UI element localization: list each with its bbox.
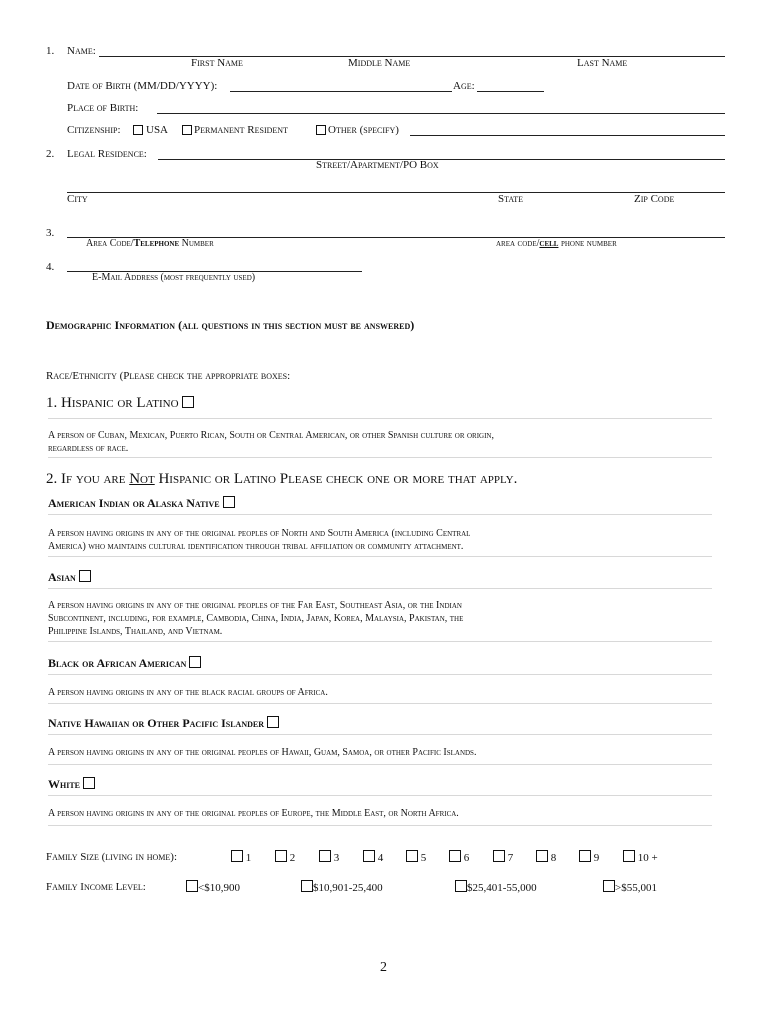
asian-description-3: Philippine Islands, Thailand, and Vietnam. xyxy=(48,626,223,637)
citizenship-permanent-label: Permanent Resident xyxy=(194,124,288,136)
first-name-caption: First Name xyxy=(191,57,243,69)
family-size-checkbox[interactable] xyxy=(536,850,548,862)
hispanic-description-line-2: regardless of race. xyxy=(48,443,129,454)
page-number: 2 xyxy=(380,960,387,975)
zip-caption: Zip Code xyxy=(634,193,675,205)
city-state-zip-input-line[interactable] xyxy=(67,192,725,193)
category-native-hawaiian-label: Native Hawaiian or Other Pacific Islander xyxy=(48,716,279,731)
asian-description-1: A person having origins in any of the original peoples of the Far East, Southeast Asia, or the Indian xyxy=(48,600,462,611)
family-size-option-6[interactable]: 6 xyxy=(449,850,469,864)
divider xyxy=(48,418,712,419)
income-option-2[interactable]: $10,901-25,400 xyxy=(301,880,383,894)
citizenship-label: Citizenship: xyxy=(67,124,121,136)
divider xyxy=(48,764,712,765)
age-input-line[interactable] xyxy=(477,91,544,92)
hispanic-title: 1. Hispanic or Latino xyxy=(46,395,194,412)
category-black-label: Black or African American xyxy=(48,656,201,671)
family-size-option-7[interactable]: 7 xyxy=(493,850,513,864)
native-hawaiian-description-1: A person having origins in any of the original peoples of Hawaii, Guam, Samoa, or other Pacific Islands. xyxy=(48,747,477,758)
family-size-option-4[interactable]: 4 xyxy=(363,850,383,864)
family-size-checkbox[interactable] xyxy=(493,850,505,862)
divider xyxy=(48,734,712,735)
divider xyxy=(48,556,712,557)
place-of-birth-label: Place of Birth: xyxy=(67,102,139,114)
family-income-label: Family Income Level: xyxy=(46,881,146,893)
american-indian-description-1: A person having origins in any of the original peoples of North and South America (including Central xyxy=(48,528,471,539)
family-size-option-5[interactable]: 5 xyxy=(406,850,426,864)
white-checkbox[interactable] xyxy=(83,777,95,789)
q4-number: 4. xyxy=(46,261,55,273)
divider xyxy=(48,588,712,589)
family-size-checkbox[interactable] xyxy=(623,850,635,862)
family-size-option-9[interactable]: 9 xyxy=(579,850,599,864)
city-caption: City xyxy=(67,193,88,205)
divider xyxy=(48,703,712,704)
name-label: Name: xyxy=(67,45,96,57)
income-checkbox[interactable] xyxy=(186,880,198,892)
family-size-option-1[interactable]: 1 xyxy=(231,850,251,864)
income-checkbox[interactable] xyxy=(455,880,467,892)
category-white-label: White xyxy=(48,777,95,792)
citizenship-usa-label: USA xyxy=(146,124,169,136)
middle-name-caption: Middle Name xyxy=(348,57,411,69)
q2-number: 2. xyxy=(46,148,55,160)
email-caption: E-Mail Address (most frequently used) xyxy=(92,272,256,283)
q3-number: 3. xyxy=(46,227,55,239)
family-size-label: Family Size (living in home): xyxy=(46,851,178,863)
american-indian-description-2: America) who maintains cultural identification through tribal affiliation or community attachment. xyxy=(48,541,464,552)
family-size-checkbox[interactable] xyxy=(363,850,375,862)
family-size-checkbox[interactable] xyxy=(231,850,243,862)
legal-residence-label: Legal Residence: xyxy=(67,148,147,160)
family-size-option-2[interactable]: 2 xyxy=(275,850,295,864)
american-indian-checkbox[interactable] xyxy=(223,496,235,508)
citizenship-permanent-checkbox[interactable] xyxy=(182,125,192,135)
category-asian-label: Asian xyxy=(48,570,91,585)
citizenship-other-label: Other (specify) xyxy=(328,124,399,136)
divider xyxy=(48,825,712,826)
native-hawaiian-checkbox[interactable] xyxy=(267,716,279,728)
citizenship-other-input-line[interactable] xyxy=(410,135,725,136)
family-size-checkbox[interactable] xyxy=(319,850,331,862)
cell-phone-caption: area code/cell phone number xyxy=(496,238,617,249)
family-size-checkbox[interactable] xyxy=(579,850,591,862)
income-option-1[interactable]: <$10,900 xyxy=(186,880,240,894)
demographic-heading: Demographic Information (all questions in this section must be answered) xyxy=(46,318,415,332)
divider xyxy=(48,795,712,796)
family-size-option-3[interactable]: 3 xyxy=(319,850,339,864)
dob-input-line[interactable] xyxy=(230,91,452,92)
income-checkbox[interactable] xyxy=(603,880,615,892)
asian-description-2: Subcontinent, including, for example, Cambodia, China, India, Japan, Korea, Malaysia, Pakistan, the xyxy=(48,613,464,624)
family-size-checkbox[interactable] xyxy=(275,850,287,862)
state-caption: State xyxy=(498,193,524,205)
divider xyxy=(48,674,712,675)
asian-checkbox[interactable] xyxy=(79,570,91,582)
hispanic-checkbox[interactable] xyxy=(182,396,194,408)
street-caption: Street/Apartment/PO Box xyxy=(316,159,439,171)
divider xyxy=(48,641,712,642)
white-description-1: A person having origins in any of the original peoples of Europe, the Middle East, or North Africa. xyxy=(48,808,459,819)
street-input-line[interactable] xyxy=(158,159,725,160)
black-description-1: A person having origins in any of the black racial groups of Africa. xyxy=(48,687,328,698)
last-name-caption: Last Name xyxy=(577,57,628,69)
telephone-caption: Area Code/Telephone Number xyxy=(86,238,214,249)
divider xyxy=(48,457,712,458)
income-option-4[interactable]: >$55,001 xyxy=(603,880,657,894)
family-size-option-10[interactable]: 10 + xyxy=(623,850,658,864)
divider xyxy=(48,514,712,515)
age-label: Age: xyxy=(453,80,475,92)
dob-label: Date of Birth (MM/DD/YYYY): xyxy=(67,80,218,92)
citizenship-usa-checkbox[interactable] xyxy=(133,125,143,135)
citizenship-other-checkbox[interactable] xyxy=(316,125,326,135)
income-checkbox[interactable] xyxy=(301,880,313,892)
race-ethnicity-prompt: Race/Ethnicity (Please check the appropriate boxes: xyxy=(46,370,291,382)
black-checkbox[interactable] xyxy=(189,656,201,668)
family-size-option-8[interactable]: 8 xyxy=(536,850,556,864)
q1-number: 1. xyxy=(46,45,55,57)
category-american-indian-label: American Indian or Alaska Native xyxy=(48,496,235,511)
family-size-checkbox[interactable] xyxy=(406,850,418,862)
place-of-birth-input-line[interactable] xyxy=(157,113,725,114)
hispanic-description-line-1: A person of Cuban, Mexican, Puerto Rican, South or Central American, or other Spanish culture or origin, xyxy=(48,430,494,441)
income-option-3[interactable]: $25,401-55,000 xyxy=(455,880,537,894)
not-hispanic-title: 2. If you are Not Hispanic or Latino Please check one or more that apply. xyxy=(46,471,518,487)
family-size-checkbox[interactable] xyxy=(449,850,461,862)
